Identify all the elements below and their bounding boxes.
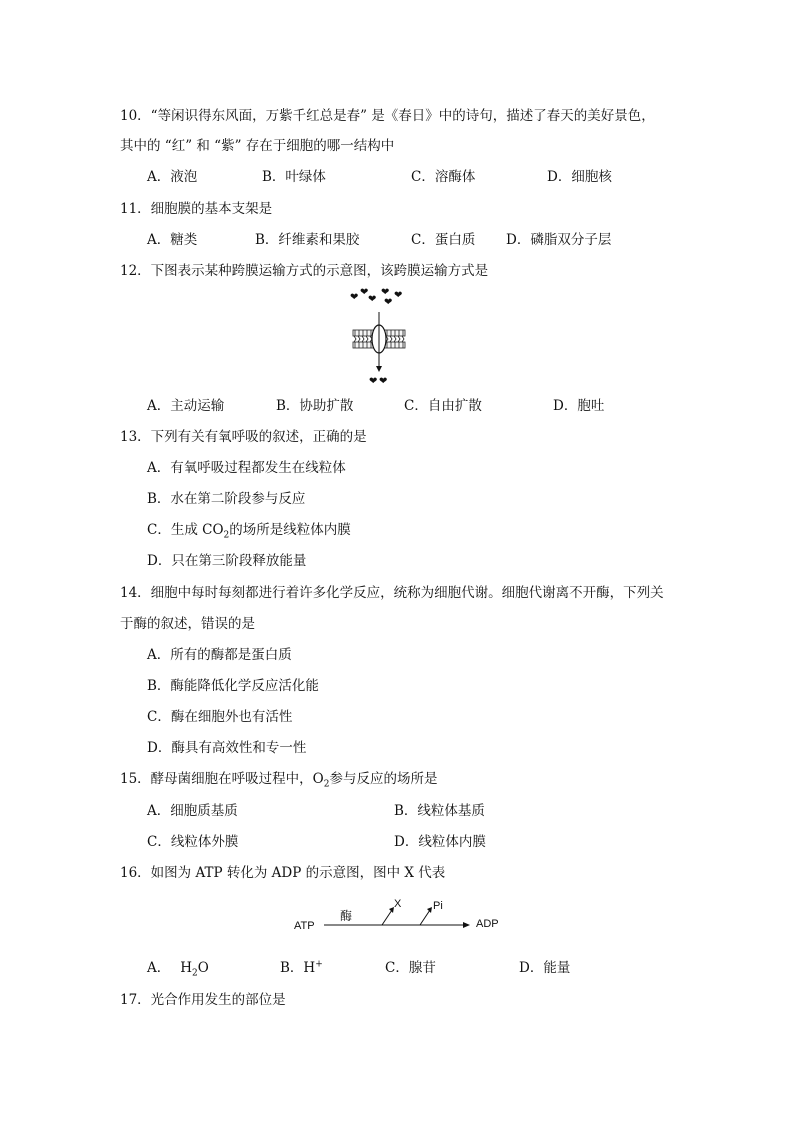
- pi-branch-arrow: [420, 910, 430, 925]
- q11-option-b: B．纤维素和果胶: [255, 232, 360, 248]
- q12-stem: 12．下图表示某种跨膜运输方式的示意图，该跨膜运输方式是: [120, 263, 489, 279]
- q16-stem: 16．如图为 ATP 转化为 ADP 的示意图，图中 X 代表: [120, 865, 446, 881]
- q12-option-a: A．主动运输: [147, 398, 225, 414]
- solute-molecules-outside: [350, 287, 402, 308]
- q11-option-d: D．磷脂双分子层: [506, 232, 612, 248]
- q16-option-a-formula-h: H: [180, 960, 193, 976]
- q10-stem-line2: 其中的 “红” 和 “紫” 存在于细胞的哪一结构中: [120, 138, 395, 154]
- q16-option-a: [147, 956, 209, 979]
- q10-stem-line1: 10．“等闲识得东风面，万紫千红总是春” 是《春日》中的诗句，描述了春天的美好景色，: [120, 108, 655, 124]
- q14-option-c: C．酶在细胞外也有活性: [147, 709, 293, 725]
- svg-text:❤: ❤: [360, 287, 369, 298]
- membrane-transport-diagram: [348, 284, 410, 386]
- q10-option-d: D．细胞核: [547, 169, 612, 185]
- pi-label: Pi: [433, 900, 443, 912]
- q14-stem-line2: 于酶的叙述，错误的是: [120, 616, 255, 632]
- q11-option-a: A．糖类: [147, 232, 198, 248]
- svg-text:❤: ❤: [394, 290, 403, 301]
- q11-option-c: C．蛋白质: [411, 232, 476, 248]
- q13-option-d: D．只在第三阶段释放能量: [147, 553, 307, 569]
- svg-text:❤: ❤: [350, 292, 359, 303]
- x-branch-arrowhead: [389, 907, 394, 913]
- q15-option-c: C．线粒体外膜: [147, 834, 239, 850]
- q10-option-b: B．叶绿体: [262, 169, 326, 185]
- q17-stem: 17．光合作用发生的部位是: [120, 992, 286, 1008]
- enzyme-label: 酶: [340, 909, 353, 923]
- q14-stem-line1: 14．细胞中每时每刻都进行着许多化学反应，统称为细胞代谢。细胞代谢离不开酶，下列关: [120, 585, 664, 601]
- q12-option-b: B．协助扩散: [276, 398, 354, 414]
- q11-stem: 11．细胞膜的基本支架是: [120, 201, 273, 217]
- q10-option-a: A．液泡: [147, 169, 198, 185]
- x-label: X: [394, 898, 402, 910]
- q12-option-d: D．胞吐: [553, 398, 605, 414]
- q16-option-b-superscript: +: [315, 959, 323, 970]
- svg-text:❤: ❤: [379, 376, 388, 386]
- atp-label: ATP: [294, 920, 315, 932]
- x-branch-arrow: [382, 910, 392, 925]
- q14-option-d: D．酶具有高效性和专一性: [147, 740, 307, 756]
- q15-stem-suffix: 参与反应的场所是: [329, 771, 438, 787]
- q14-option-b: B．酶能降低化学反应活化能: [147, 678, 319, 694]
- svg-text:❤: ❤: [369, 376, 378, 386]
- q16-option-c: C．腺苷: [385, 960, 436, 976]
- q13-option-c-subscript: 2: [223, 530, 230, 541]
- q15-stem-prefix: 15．酵母菌细胞在呼吸过程中，O: [120, 771, 324, 787]
- svg-text:❤: ❤: [368, 294, 377, 305]
- q13-option-b: B．水在第二阶段参与反应: [147, 491, 306, 507]
- q16-option-a-formula-o: O: [197, 960, 209, 976]
- main-arrowhead: [463, 922, 470, 928]
- q13-stem: 13．下列有关有氧呼吸的叙述，正确的是: [120, 429, 367, 445]
- q13-option-c-prefix: C．生成 CO: [147, 522, 224, 538]
- q16-option-b-text: B．H: [280, 960, 316, 976]
- q13-option-c-suffix: 的场所是线粒体内膜: [229, 522, 351, 538]
- q10-option-c: C．溶酶体: [411, 169, 476, 185]
- pi-branch-arrowhead: [427, 907, 432, 913]
- q16-option-a-prefix: A．: [147, 960, 171, 976]
- q15-option-a: A．细胞质基质: [147, 803, 238, 819]
- svg-text:❤: ❤: [381, 287, 390, 298]
- q15-stem-subscript: 2: [323, 779, 330, 790]
- atp-adp-reaction-arrows: [320, 900, 474, 932]
- transport-arrowhead: [376, 366, 382, 372]
- q15-stem: [120, 767, 437, 790]
- q14-option-a: A．所有的酶都是蛋白质: [147, 647, 292, 663]
- svg-text:❤: ❤: [384, 297, 393, 308]
- q16-option-d: D．能量: [519, 960, 571, 976]
- q13-option-c: [147, 518, 351, 541]
- q15-option-d: D．线粒体内膜: [394, 834, 486, 850]
- q13-option-a: A．有氧呼吸过程都发生在线粒体: [147, 460, 346, 476]
- q16-option-a-formula: [180, 960, 209, 979]
- q12-option-c: C．自由扩散: [404, 398, 482, 414]
- adp-label: ADP: [476, 918, 499, 930]
- solute-molecules-inside: [369, 376, 387, 386]
- q15-option-b: B．线粒体基质: [394, 803, 485, 819]
- q16-option-b: [280, 956, 323, 976]
- q16-option-a-formula-sub: 2: [192, 968, 198, 979]
